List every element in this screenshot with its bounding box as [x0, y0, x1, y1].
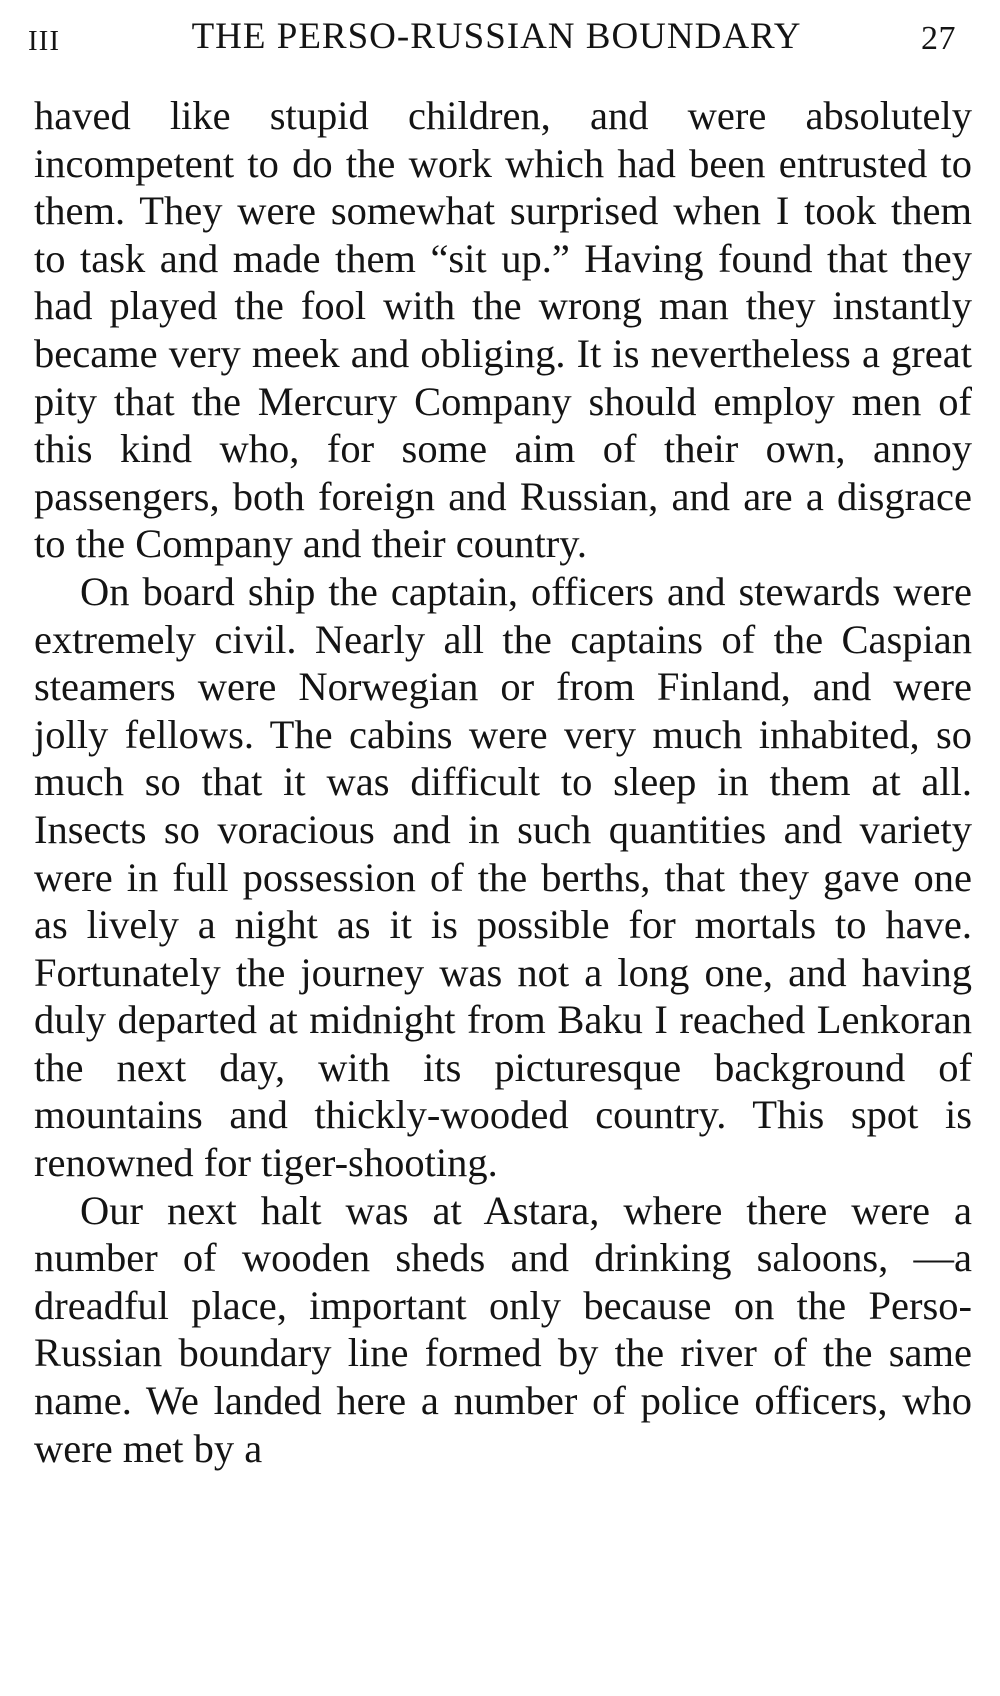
paragraph-2: On board ship the captain, officers and stewards were extremely civil. Nearly all the captains of the Caspian steamers were Norwegian or from Finland, and were jolly fellows. The cabins were very much inhabited, so much so that it was difficult to sleep in them at all. Insects so voracious and in such quantities and variety were in full possession of the berths, that they gave one as lively a night as it is possible for mortals to have. Fortunately the journey was not a long one, and having duly departed at midnight from Baku I reached Lenkoran the next day, with its picturesque background of mountains and thickly-wooded country. This spot is renowned for tiger-shooting.: [34, 568, 972, 1186]
page-number: 27: [921, 20, 956, 57]
paragraph-3: Our next halt was at Astara, where there were a number of wooden sheds and drinking saloons, —a dreadful place, important only because on the Perso-Russian boundary line formed by the river of the same name. We landed here a number of police officers, who were met by a: [34, 1187, 972, 1471]
running-title: THE PERSO-RUSSIAN BOUNDARY: [191, 16, 802, 57]
chapter-number: III: [28, 25, 60, 57]
body-text: [34, 92, 972, 1472]
paragraph-1: haved like stupid children, and were absolutely incompetent to do the work which had been entrusted to them. They were somewhat surprised when I took them to task and made them “sit up.” Having found that they had played the fool with the wrong man they instantly became very meek and obliging. It is nevertheless a great pity that the Mercury Company should employ men of this kind who, for some aim of their own, annoy passengers, both foreign and Russian, and are a disgrace to the Company and their country.: [34, 93, 972, 567]
running-head: [28, 2, 956, 58]
